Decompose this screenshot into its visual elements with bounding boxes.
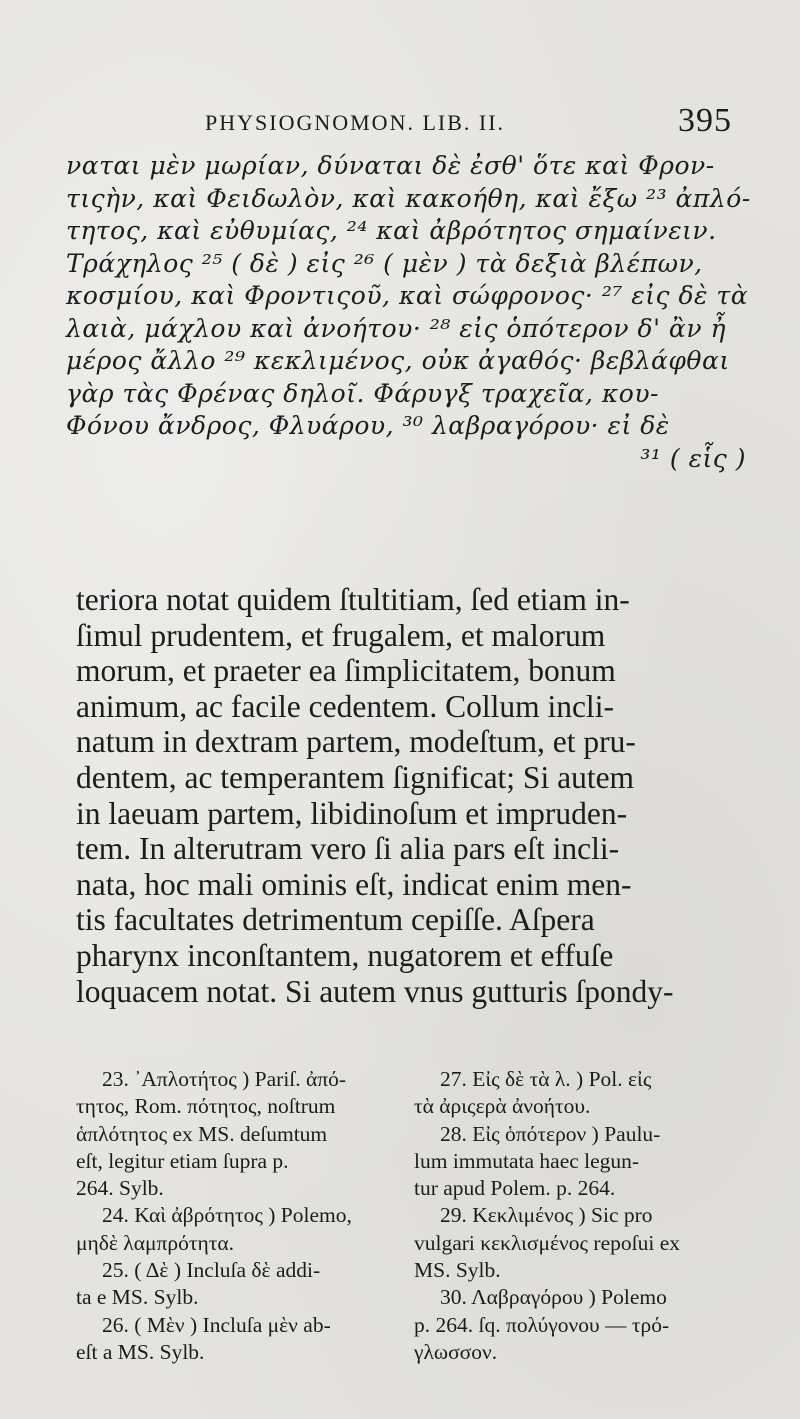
greek-line: Φόνου ἄνδρος, Φλυάρου, ³⁰ λαβραγόρου· εἰ δὲ (66, 411, 670, 440)
footnote-line: lum immutata haec legun- (414, 1148, 640, 1173)
footnote-line: 30. Λαβραγόρου ) Polemo (440, 1285, 667, 1310)
footnote-26 (76, 1312, 406, 1367)
page-number: 395 (678, 102, 732, 139)
footnote-23 (76, 1066, 406, 1202)
footnote-line: vulgari κεκλισμένος repoſui ex (414, 1230, 680, 1255)
footnote-line: ta e MS. Sylb. (76, 1285, 199, 1310)
footnote-line: τὰ ἀριςερὰ ἀνοήτου. (414, 1094, 591, 1119)
latin-line: pharynx inconſtantem, nugatorem et effuſe (76, 937, 614, 973)
latin-line: morum, et praeter ea ſimplicitatem, bonum (76, 653, 616, 689)
footnote-line: μηδὲ λαμπρότητα. (76, 1230, 235, 1255)
footnote-line: 264. Sylb. (76, 1176, 164, 1201)
footnotes-right-column (414, 1066, 744, 1366)
footnote-line: 25. ( Δὲ ) Incluſa δὲ addi- (102, 1258, 321, 1283)
footnote-line: 26. ( Μὲν ) Incluſa μὲν ab- (102, 1312, 331, 1337)
footnote-25 (76, 1257, 406, 1312)
footnotes-left-column (76, 1066, 406, 1366)
footnote-line: 24. Καὶ ἀβρότητος ) Polemo, (102, 1203, 352, 1228)
footnote-line: eſt, legitur etiam ſupra p. (76, 1148, 289, 1173)
latin-line: nata, hoc mali ominis eſt, indicat enim men- (76, 866, 632, 902)
footnote-27 (414, 1066, 744, 1121)
footnote-line: eſt a MS. Sylb. (76, 1339, 205, 1364)
footnote-line: p. 264. ſq. πολύγονου — τρό- (414, 1312, 670, 1337)
footnote-line: τητος, Rom. πότητος, noſtrum (76, 1094, 336, 1119)
greek-text-block (66, 150, 756, 475)
footnote-line: 28. Εἰς ὁπότερον ) Paulu- (440, 1121, 661, 1146)
footnote-line: γλωσσον. (414, 1339, 498, 1364)
greek-line: τητος, καὶ εὐθυμίας, ²⁴ καὶ ἀβρότητος σημαίνειν. (66, 216, 717, 245)
latin-line: animum, ac facile cedentem. Collum incli- (76, 688, 614, 724)
latin-line: natum in dextram partem, modeſtum, et pru- (76, 724, 636, 760)
greek-line: λαιὰ, μάχλου καὶ ἀνοήτου· ²⁸ εἰς ὁπότερον δ' ἂν ἦ (66, 313, 726, 343)
page-header (0, 102, 800, 146)
latin-line: tem. In alterutram vero ſi alia pars eſt incli- (76, 831, 620, 867)
greek-line: μέρος ἄλλο ²⁹ κεκλιμένος, οὐκ ἀγαθός· βεβλάφθαι (66, 346, 730, 375)
footnote-28 (414, 1121, 744, 1203)
greek-line: τιςὴν, καὶ Φειδωλὸν, καὶ κακοήθη, καὶ ἔξω ²³ ἀπλό- (66, 183, 751, 213)
latin-line: dentem, ac temperantem ſignificat; Si autem (76, 759, 635, 795)
latin-line: teriora notat quidem ſtultitiam, ſed etiam in- (76, 582, 630, 617)
running-title: PHYSIOGNOMON. LIB. II. (205, 110, 506, 135)
latin-line: loquacem notat. Si autem vnus gutturis ſpondy- (76, 973, 674, 1009)
footnote-29 (414, 1202, 744, 1284)
latin-text-block (76, 582, 740, 1009)
footnote-line: MS. Sylb. (414, 1258, 501, 1283)
footnote-30 (414, 1284, 744, 1366)
latin-line: in laeuam partem, libidinoſum et impruden- (76, 795, 628, 831)
latin-line: tis facultates detrimentum cepiſſe. Aſpera (76, 902, 595, 938)
greek-line: γὰρ τὰς Φρένας δηλοῖ. Φάρυγξ τραχεῖα, κου- (66, 378, 659, 408)
footnote-line: tur apud Polem. p. 264. (414, 1176, 616, 1201)
footnote-24 (76, 1202, 406, 1257)
catchword: ³¹ ( εἷς ) (640, 443, 746, 473)
footnote-line: 23. ᾽Απλοτήτος ) Pariſ. ἀπό- (102, 1067, 347, 1091)
latin-line: ſimul prudentem, et frugalem, et malorum (76, 617, 606, 653)
footnote-line: 27. Εἰς δὲ τὰ λ. ) Pol. εἰς (440, 1067, 652, 1091)
greek-line: Τράχηλος ²⁵ ( δὲ ) εἰς ²⁶ ( μὲν ) τὰ δεξιὰ βλέπων, (66, 248, 703, 278)
greek-line: ναται μὲν μωρίαν, δύναται δὲ ἐσθ' ὅτε καὶ Φρον- (66, 151, 715, 180)
footnote-line: ἁπλότητος ex MS. deſumtum (76, 1121, 328, 1146)
footnote-line: 29. Κεκλιμένος ) Sic pro (440, 1203, 653, 1228)
greek-line: κοσμίου, καὶ Φροντιςοῦ, καὶ σώφρονος· ²⁷ εἰς δὲ τὰ (66, 281, 749, 310)
